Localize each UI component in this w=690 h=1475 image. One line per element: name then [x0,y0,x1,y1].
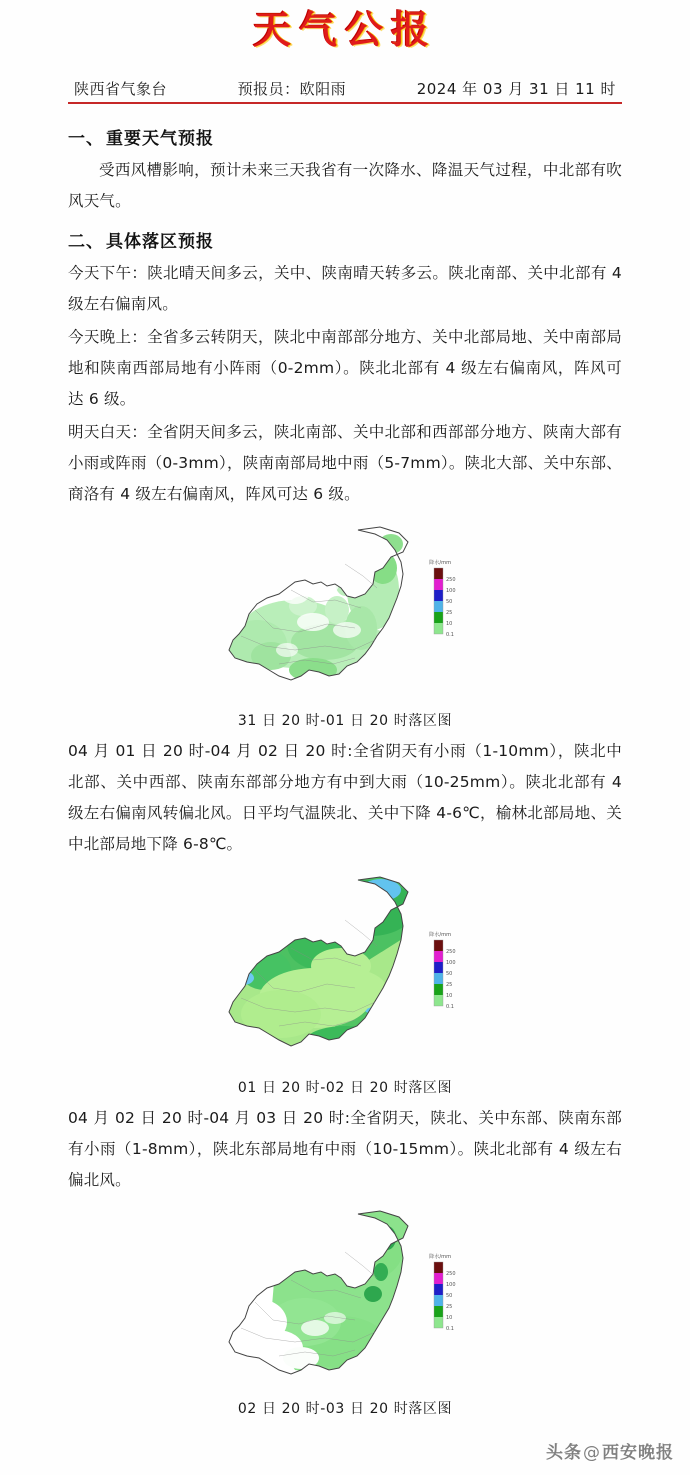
svg-text:10: 10 [446,992,453,999]
svg-text:250: 250 [446,576,456,583]
shaanxi-precipitation-map-svg-2 [195,874,495,1069]
forecast-tomorrow-daytime: 明天白天：全省阴天间多云，陕北南部、关中北部和西部部分地方、陕南大部有小雨或阵雨（0-3mm），陕南南部局地中雨（5-7mm）。陕北大部、关中东部、商洛有 4 级左右偏南风，阵风可达 6 级。 [68,422,622,503]
page-title: 天气公报 [252,8,437,52]
map-caption-2: 01 日 20 时-02 日 20 时落区图 [237,1079,453,1096]
svg-text:0.1: 0.1 [446,631,454,638]
svg-text:50: 50 [446,1292,453,1299]
svg-text:25: 25 [446,1303,453,1310]
section-heading-2 [68,227,622,252]
svg-text:降水/mm: 降水/mm [429,931,452,938]
svg-text:0.1: 0.1 [446,1003,454,1010]
forecast-map-figure-1 [68,524,622,730]
forecast-map-figure-3 [68,1210,622,1418]
svg-text:100: 100 [446,587,456,594]
byline-issuer: 陕西省气象台 [74,79,168,98]
map-legend-2 [429,930,456,1010]
watermark [546,1438,674,1463]
shaanxi-precipitation-map-svg-1 [195,524,495,702]
map-caption-1: 31 日 20 时-01 日 20 时落区图 [237,712,453,729]
svg-text:25: 25 [446,609,453,616]
watermark-source: 西安晚报 [602,1443,674,1463]
forecast-map-figure-2 [68,874,622,1097]
section-title-2: 具体落区预报 [106,231,214,252]
document-content [68,104,622,1418]
svg-text:250: 250 [446,1270,456,1277]
precipitation-map-3 [195,1210,495,1394]
section-1-paragraph-1: 受西风槽影响，预计未来三天我省有一次降水、降温天气过程，中北部有吹风天气。 [68,160,622,210]
svg-text:100: 100 [446,1281,456,1288]
shaanxi-precipitation-map-svg-3 [195,1210,495,1390]
byline [68,78,622,104]
byline-forecaster: 预报员：欧阳雨 [237,79,347,98]
svg-text:降水/mm: 降水/mm [429,1253,452,1260]
svg-text:50: 50 [446,598,453,605]
forecast-period-2-text: 04 月 01 日 20 时-04 月 02 日 20 时:全省阴天有小雨（1-10mm），陕北中北部、关中西部、陕南东部部分地方有中到大雨（10-25mm）。陕北北部有 4 级左右偏南风转偏北风。日平均气温陕北、关中下降 4-6℃，榆林北部局地、关中北部局地下降 6-8℃。 [68,741,622,853]
svg-text:10: 10 [446,1314,453,1321]
byline-datetime: 2024 年 03 月 31 日 11 时 [416,79,616,98]
svg-text:0.1: 0.1 [446,1325,454,1332]
svg-text:50: 50 [446,970,453,977]
map-precip-layer-3 [195,1210,495,1390]
map-legend-3 [429,1252,456,1332]
svg-text:降水/mm: 降水/mm [429,559,452,566]
precipitation-map-2 [195,874,495,1073]
watermark-platform: 头条 [546,1443,582,1463]
map-legend-1 [429,558,456,638]
section-heading-1 [68,124,622,149]
map-caption-3: 02 日 20 时-03 日 20 时落区图 [237,1400,453,1417]
section-number-1: 一、 [68,128,104,149]
forecast-tonight: 今天晚上：全省多云转阴天，陕北中南部部分地方、关中北部局地、关中南部局地和陕南西部局地有小阵雨（0-2mm）。陕北北部有 4 级左右偏南风，阵风可达 6 级。 [68,327,622,408]
forecast-today-afternoon: 今天下午：陕北晴天间多云，关中、陕南晴天转多云。陕北南部、关中北部有 4 级左右偏南风。 [68,263,622,313]
section-title-1: 重要天气预报 [106,128,214,149]
watermark-at-symbol: @ [583,1443,601,1463]
section-number-2: 二、 [68,231,104,252]
forecast-period-3-text: 04 月 02 日 20 时-04 月 03 日 20 时:全省阴天，陕北、关中东部、陕南东部有小雨（1-8mm），陕北东部局地有中雨（10-15mm）。陕北北部有 4 级左右偏北风。 [68,1108,622,1189]
svg-text:100: 100 [446,959,456,966]
svg-text:10: 10 [446,620,453,627]
svg-text:250: 250 [446,948,456,955]
precipitation-map-1 [195,524,495,706]
svg-text:25: 25 [446,981,453,988]
